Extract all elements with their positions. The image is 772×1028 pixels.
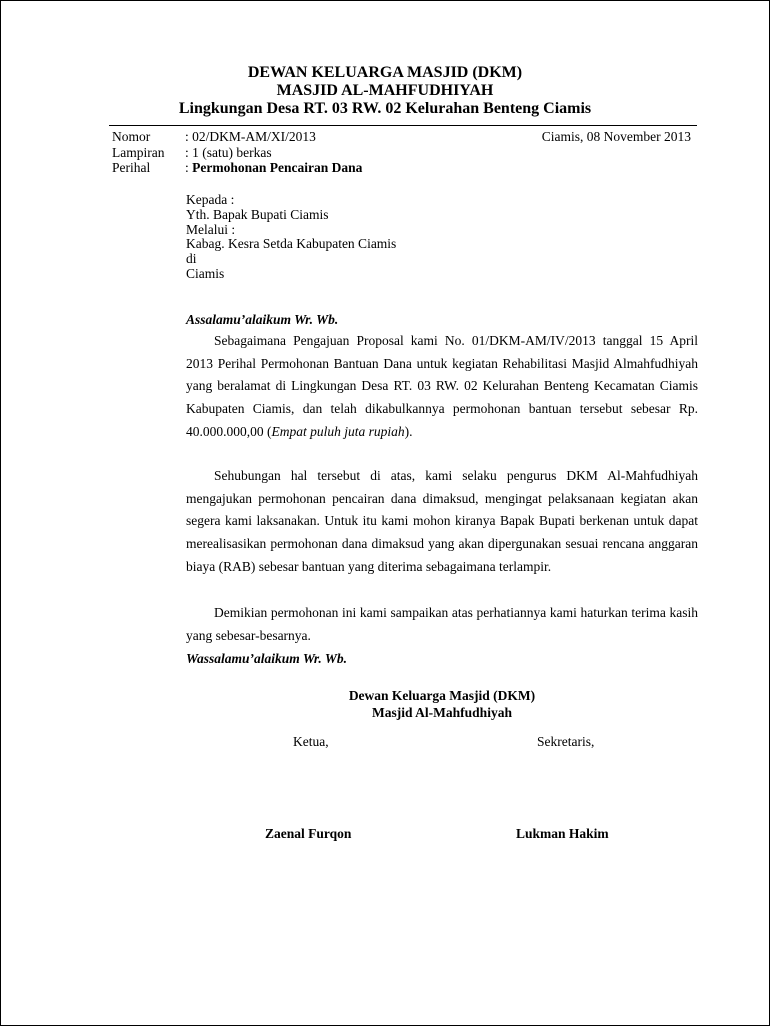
closing-salutation: Wassalamu’alaikum Wr. Wb. — [186, 651, 348, 666]
header-divider — [109, 125, 697, 126]
perihal-label: Perihal — [112, 160, 151, 175]
perihal-field — [185, 160, 362, 176]
nomor-value: : 02/DKM-AM/XI/2013 — [185, 129, 316, 144]
paragraph-2: Sehubungan hal tersebut di atas, kami selaku pengurus DKM Al-Mahfudhiyah mengajukan permohonan pencairan dana dimaksud, mengingat pelaksanaan kegiatan akan segera kami laksanakan. Untuk itu kami mohon kiranya Bapak Bupati berkenan untuk dapat merealisasikan permohonan dana dimaksud yang akan dipergunakan sesuai rencana anggaran biaya (RAB) sebesar bantuan yang diterima sebagaimana terlampir. — [186, 468, 698, 574]
greeting: Assalamu’alaikum Wr. Wb. — [186, 312, 339, 327]
perihal-value: Permohonan Pencairan Dana — [192, 160, 363, 175]
lampiran-label: Lampiran — [112, 145, 165, 160]
mosque-name: MASJID AL-MAHFUDHIYAH — [276, 82, 494, 99]
paragraph-1-end: ). — [404, 423, 413, 439]
address-line-recipient: Yth. Bapak Bupati Ciamis — [186, 207, 329, 222]
role-sekretaris: Sekretaris, — [537, 734, 595, 749]
place-date: Ciamis, 08 November 2013 — [541, 129, 691, 144]
org-title: DEWAN KELUARGA MASJID (DKM) — [247, 64, 523, 81]
address-line-di: di — [186, 251, 197, 266]
address-line-city: Ciamis — [186, 266, 225, 281]
address-line-kepada: Kepada : — [186, 192, 235, 207]
signature-org-line-1: Dewan Keluarga Masjid (DKM) — [348, 688, 536, 703]
org-address: Lingkungan Desa RT. 03 RW. 02 Kelurahan Benteng Ciamis — [178, 100, 592, 117]
signatory-ketua-name: Zaenal Furqon — [265, 826, 352, 841]
paragraph-1 — [186, 330, 698, 444]
role-ketua: Ketua, — [293, 734, 329, 749]
perihal-colon: : — [185, 160, 193, 175]
lampiran-value: : 1 (satu) berkas — [185, 145, 272, 160]
signature-org-line-2: Masjid Al-Mahfudhiyah — [372, 705, 512, 720]
signatory-sekretaris-name: Lukman Hakim — [516, 826, 609, 841]
address-line-via: Kabag. Kesra Setda Kabupaten Ciamis — [186, 236, 397, 251]
address-line-melalui: Melalui : — [186, 222, 236, 237]
paragraph-1-amount-words: Empat puluh juta rupiah — [271, 423, 405, 439]
paragraph-1-text: Sebagaimana Pengajuan Proposal kami No. 01/DKM-AM/IV/2013 tanggal 15 April 2013 Perihal Permohonan Bantuan Dana untuk kegiatan Rehabilitasi Masjid Almahfudhiyah yang beralamat di Lingkungan Desa RT. 03 RW. 02 Kelurahan Benteng Kecamatan Ciamis Kabupaten Ciamis, dan telah dikabulkannya permohonan bantuan tersebut sebesar Rp. 40.000.000,00 ( — [186, 333, 698, 439]
nomor-label: Nomor — [112, 129, 151, 144]
paragraph-3: Demikian permohonan ini kami sampaikan atas perhatiannya kami haturkan terima kasih yang sebesar-besarnya. — [186, 605, 698, 643]
